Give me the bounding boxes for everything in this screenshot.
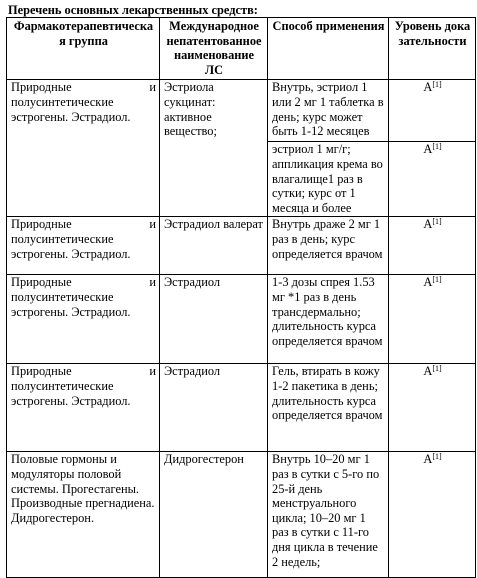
cell-group bbox=[7, 80, 160, 217]
cell-group: Половые гормоны и модуляторы половой системы. Прогестагены. Производные прегнадиена. Дидрогестерон. bbox=[7, 452, 160, 578]
group-conj: и bbox=[149, 364, 156, 379]
evidence-ref: [1] bbox=[432, 275, 442, 285]
table-row bbox=[7, 217, 476, 275]
group-word: Природные bbox=[11, 364, 72, 379]
group-rest: полусинтетические эстрогены. Эстрадиол. bbox=[11, 231, 131, 261]
table-header-row bbox=[7, 18, 476, 80]
group-rest: полусинтетические эстрогены. Эстрадиол. bbox=[11, 378, 131, 408]
cell-evidence bbox=[389, 275, 476, 364]
cell-inn: Дидрогестерон bbox=[160, 452, 268, 578]
cell-group bbox=[7, 275, 160, 364]
group-word: Природные bbox=[11, 275, 72, 290]
cell-inn: Эстрадиол bbox=[160, 275, 268, 364]
cell-evidence bbox=[389, 364, 476, 452]
drugs-table bbox=[6, 17, 476, 578]
group-rest: полусинтетические эстрогены. Эстрадиол. bbox=[11, 289, 131, 319]
evidence-level: A bbox=[423, 217, 433, 232]
cell-route: Внутрь, эстриол 1 или 2 мг 1 таблетка в день; курс может быть 1-12 месяцев bbox=[268, 80, 389, 142]
cell-inn: Эстриола сукцинат: активное вещество; bbox=[160, 80, 268, 217]
cell-inn: Эстрадиол валерат bbox=[160, 217, 268, 275]
evidence-ref: [1] bbox=[432, 80, 442, 90]
group-word: Природные bbox=[11, 80, 72, 95]
evidence-level: A bbox=[423, 275, 433, 290]
group-word: Природные bbox=[11, 217, 72, 232]
table-row bbox=[7, 80, 476, 142]
cell-route: эстриол 1 мг/г; аппликация крема во влагалище1 раз в сутки; курс от 1 месяца и более bbox=[268, 142, 389, 217]
cell-evidence bbox=[389, 217, 476, 275]
group-conj: и bbox=[149, 275, 156, 290]
evidence-level: A bbox=[423, 80, 433, 95]
header-inn: Международное непатентованное наименование ЛС bbox=[160, 18, 268, 80]
evidence-level: A bbox=[423, 452, 433, 467]
group-conj: и bbox=[149, 217, 156, 232]
cell-evidence bbox=[389, 80, 476, 142]
cell-route: Гель, втирать в кожу 1-2 пакетика в день; длительность курса определяется врачом bbox=[268, 364, 389, 452]
header-evidence: Уровень доказательности bbox=[389, 18, 476, 80]
cell-route: Внутрь 10–20 мг 1 раз в сутки с 5-го по 25-й день менструального цикла; 10–20 мг 1 раз в сутки с 11-го дня цикла в течение 2 недель; bbox=[268, 452, 389, 578]
table-caption: Перечень основных лекарственных средств: bbox=[8, 3, 258, 17]
evidence-ref: [1] bbox=[432, 142, 442, 152]
cell-evidence bbox=[389, 142, 476, 217]
table-row bbox=[7, 364, 476, 452]
evidence-ref: [1] bbox=[432, 217, 442, 227]
header-route: Способ применения bbox=[268, 18, 389, 80]
cell-group bbox=[7, 364, 160, 452]
header-group: Фармакотерапевтическая группа bbox=[7, 18, 160, 80]
group-rest: полусинтетические эстрогены. Эстрадиол. bbox=[11, 94, 131, 124]
evidence-ref: [1] bbox=[432, 452, 442, 462]
evidence-level: A bbox=[423, 364, 433, 379]
cell-group bbox=[7, 217, 160, 275]
group-conj: и bbox=[149, 80, 156, 95]
cell-inn: Эстрадиол bbox=[160, 364, 268, 452]
table-row bbox=[7, 275, 476, 364]
cell-route: 1-3 дозы спрея 1.53 мг *1 раз в день трансдермально; длительность курса определяется врачом bbox=[268, 275, 389, 364]
table-row bbox=[7, 452, 476, 578]
evidence-ref: [1] bbox=[432, 364, 442, 374]
cell-evidence bbox=[389, 452, 476, 578]
cell-route: Внутрь драже 2 мг 1 раз в день; курс определяется врачом bbox=[268, 217, 389, 275]
evidence-level: A bbox=[423, 142, 433, 157]
